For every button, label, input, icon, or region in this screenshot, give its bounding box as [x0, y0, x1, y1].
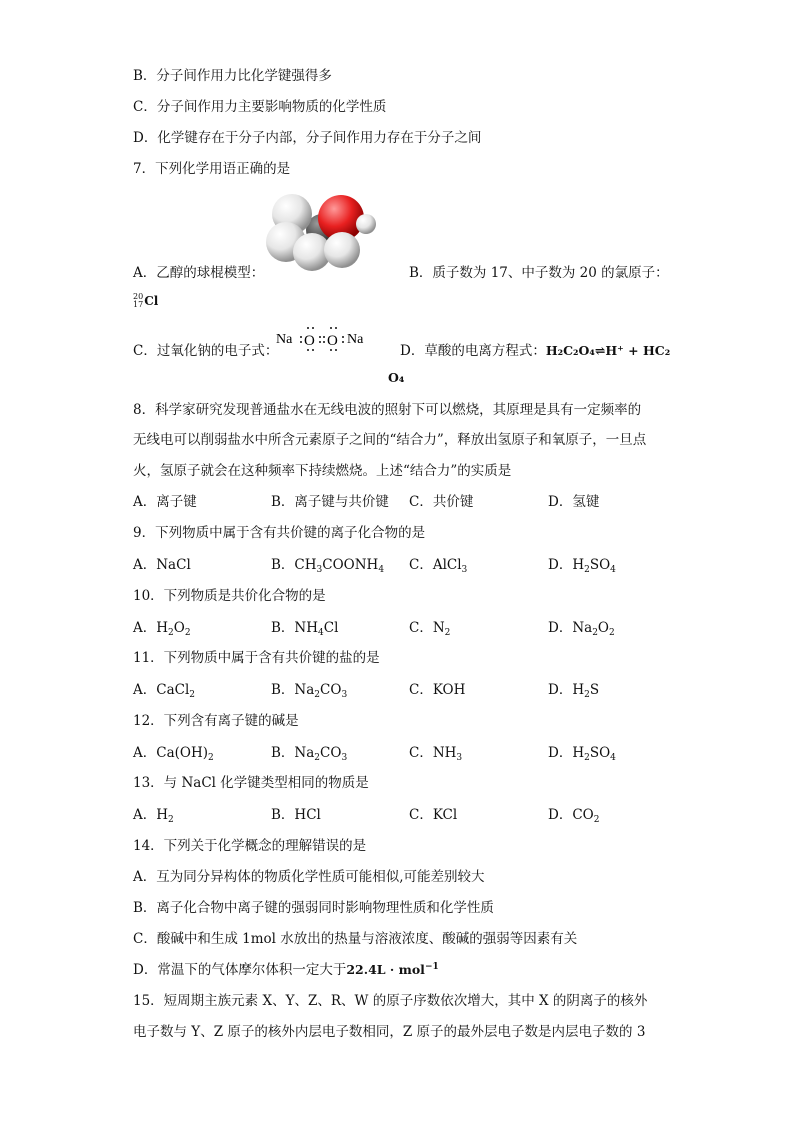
q12-option-b: B．$Na_2CO_3$: [271, 745, 348, 763]
ef-oxygen-2: O: [327, 333, 338, 349]
q11-option-b: B．$Na_2CO_3$: [271, 682, 348, 700]
q13-option-d: D．$CO_2$: [548, 807, 600, 825]
q6-option-d: D．化学键存在于分子内部，分子间作用力存在于分子之间: [133, 130, 482, 146]
ef-na-left: Na: [276, 332, 293, 347]
nuclide-symbol: Cl: [144, 294, 159, 308]
q8-option-b: B．离子键与共价键: [271, 494, 389, 510]
q15-stem-line2: 电子数与 Y、Z 原子的核外内层电子数相同，Z 原子的最外层电子数是内层电子数的 3: [133, 1024, 646, 1040]
q11-option-d: D．$H_2S$: [548, 682, 600, 700]
q7-option-d: [400, 342, 670, 360]
q12-option-a: A．$Ca(OH)_2$: [133, 745, 214, 763]
q11-option-c: C．KOH: [409, 682, 466, 698]
q12-option-d: D．$H_2SO_4$: [548, 745, 616, 763]
q8-stem-line1: 8．科学家研究发现普通盐水在无线电波的照射下可以燃烧，其原理是具有一定频率的: [133, 402, 642, 418]
molar-volume-exponent: −1: [424, 962, 439, 972]
q9-option-b: B．$CH_3COONH_4$: [271, 557, 385, 575]
q8-stem-line3: 火，氢原子就会在这种频率下持续燃烧。上述“结合力”的实质是: [133, 463, 512, 479]
q14-stem: 14．下列关于化学概念的理解错误的是: [133, 838, 367, 854]
q12-stem: 12．下列含有离子键的碱是: [133, 713, 299, 729]
q11-option-a: A．CaCl$_2$: [133, 682, 196, 700]
q8-stem-line2: 无线电可以削弱盐水中所含元素原子之间的“结合力”，释放出氢原子和氧原子，一旦点: [133, 432, 647, 448]
ethanol-ball-model-image: [264, 190, 382, 274]
ef-na-right: Na: [347, 332, 364, 347]
q7-chlorine-nuclide: [133, 293, 158, 309]
q10-option-d: D．$Na_2O_2$: [548, 620, 615, 638]
q13-stem: 13．与 NaCl 化学键类型相同的物质是: [133, 775, 369, 791]
q12-option-c: C．$NH_3$: [409, 745, 463, 763]
q14-option-b: B．离子化合物中离子键的强弱同时影响物理性质和化学性质: [133, 900, 494, 916]
sodium-peroxide-electron-formula: [274, 324, 374, 354]
q7-stem: 7．下列化学用语正确的是: [133, 161, 291, 177]
q13-option-c: C．KCl: [409, 807, 458, 823]
ef-oxygen-1: O: [304, 333, 315, 349]
molar-volume-value: 22.4L · mol: [346, 962, 425, 977]
q7-option-d-label: D．草酸的电离方程式：: [400, 343, 546, 359]
q8-option-d: D．氢键: [548, 494, 600, 510]
q7-option-a: A．乙醇的球棍模型：: [133, 265, 265, 281]
nuclide-mass-number: 20: [133, 292, 144, 301]
oxalic-acid-equation-part1: H₂C₂O₄⇌H⁺ + HC₂: [545, 343, 671, 358]
q14-option-a: A．互为同分异构体的物质化学性质可能相似,可能差别较大: [133, 869, 485, 885]
q15-stem-line1: 15．短周期主族元素 X、Y、Z、R、W 的原子序数依次增大，其中 X 的阴离子的核外: [133, 993, 648, 1009]
q8-option-a: A．离子键: [133, 494, 197, 510]
q9-option-d: D．$H_2SO_4$: [548, 557, 616, 575]
q7-option-b: B．质子数为 17、中子数为 20 的氯原子：: [409, 265, 669, 281]
q7-option-c: C．过氧化钠的电子式：: [133, 343, 279, 359]
q8-option-c: C．共价键: [409, 494, 474, 510]
q10-option-a: A．$H_2O_2$: [133, 620, 191, 638]
nuclide-atomic-number: 17: [133, 300, 144, 309]
q14-option-d: D．常温下的气体摩尔体积一定大于22.4L · mol$^{-1}$: [133, 962, 439, 978]
q9-option-a: A．NaCl: [133, 557, 191, 573]
q6-option-c: C．分子间作用力主要影响物质的化学性质: [133, 99, 387, 115]
q9-stem: 9．下列物质中属于含有共价键的离子化合物的是: [133, 525, 426, 541]
q10-option-c: C．$N_2$: [409, 620, 451, 638]
q13-option-b: B．HCl: [271, 807, 321, 823]
q13-option-a: A．$H_2$: [133, 807, 174, 825]
q9-option-c: C．AlCl$_3$: [409, 557, 468, 575]
q14-option-c: C．酸碱中和生成 1mol 水放出的热量与溶液浓度、酸碱的强弱等因素有关: [133, 931, 578, 947]
q6-option-b: B．分子间作用力比化学键强得多: [133, 68, 332, 84]
q11-stem: 11．下列物质中属于含有共价键的盐的是: [133, 650, 380, 666]
oxalic-acid-equation-part2: O₄: [388, 370, 405, 385]
q10-stem: 10．下列物质是共价化合物的是: [133, 588, 326, 604]
q10-option-b: B．$NH_4Cl$: [271, 620, 339, 638]
